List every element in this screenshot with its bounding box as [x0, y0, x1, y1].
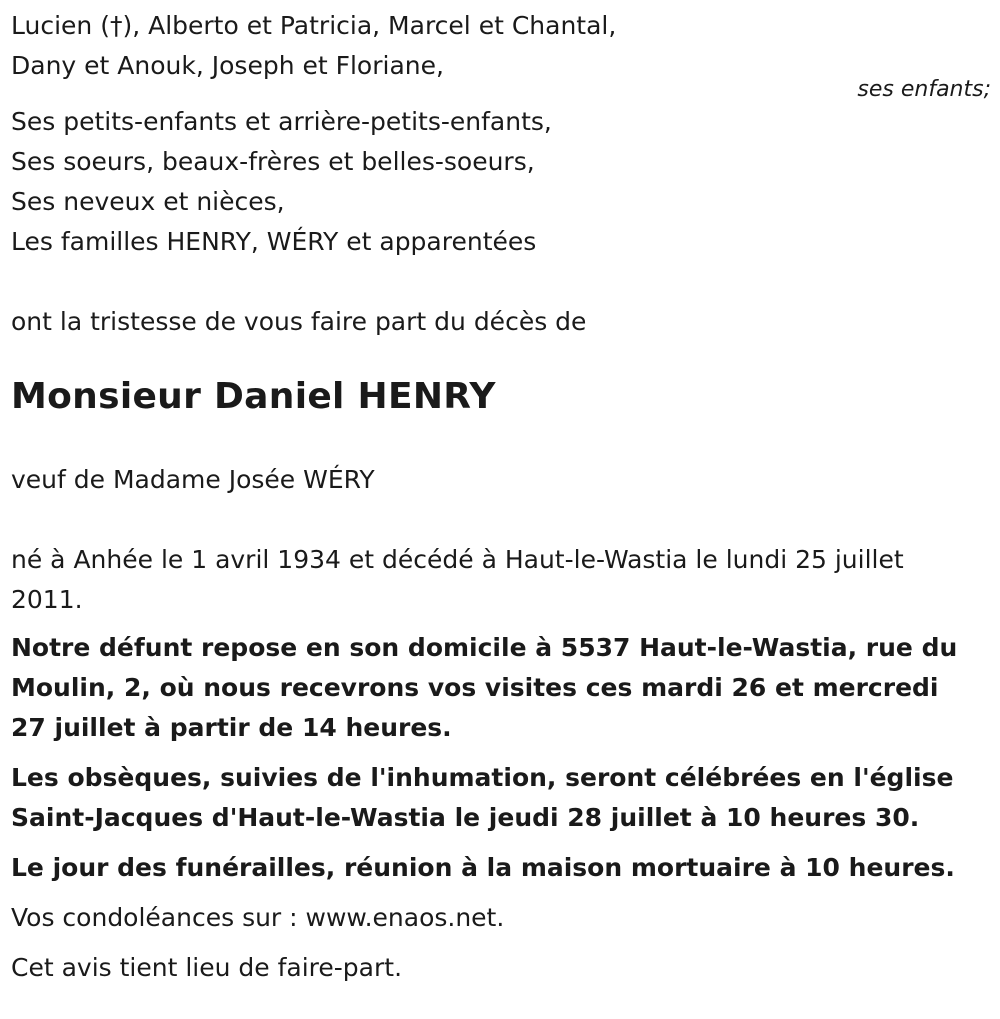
birth-death-text: né à Anhée le 1 avril 1934 et décédé à Haut-le-Wastia le lundi 25 juillet 2011.: [11, 545, 904, 614]
condolences-text: Vos condoléances sur : www.enaos.net.: [11, 903, 505, 932]
relatives-line-1: Ses petits-enfants et arrière-petits-enfants,: [11, 107, 552, 136]
notice-text: Cet avis tient lieu de faire-part.: [11, 953, 403, 982]
spacer: [11, 262, 991, 302]
relatives-line-4: Les familles HENRY, WÉRY et apparentées: [11, 227, 537, 256]
relatives-line-2: Ses soeurs, beaux-frères et belles-soeurs,: [11, 147, 535, 176]
spacer: [11, 620, 991, 628]
spacer: [11, 888, 991, 898]
children-block: [11, 6, 991, 102]
spacer: [11, 86, 991, 94]
spacer: [11, 422, 991, 460]
gathering-text: Le jour des funérailles, réunion à la maison mortuaire à 10 heures.: [11, 853, 955, 882]
children-role: ses enfants;: [857, 77, 991, 102]
spacer: [11, 94, 991, 102]
obituary-notice: [11, 6, 991, 988]
deceased-name: Monsieur Daniel HENRY: [11, 376, 496, 417]
spacer: [11, 748, 991, 758]
announcement-text: ont la tristesse de vous faire part du décès de: [11, 307, 587, 336]
children-line-2: Dany et Anouk, Joseph et Floriane,: [11, 51, 444, 80]
relatives-block: [11, 102, 991, 262]
relatives-line-3: Ses neveux et nièces,: [11, 187, 285, 216]
funeral-text: Les obsèques, suivies de l'inhumation, seront célébrées en l'église Saint-Jacques d'Haut-le-Wastia le jeudi 28 juillet à 10 heures 30.: [11, 763, 954, 832]
visitation-text: Notre défunt repose en son domicile à 5537 Haut-le-Wastia, rue du Moulin, 2, où nous recevrons vos visites ces mardi 26 et mercredi 27 juillet à partir de 14 heures.: [11, 633, 958, 742]
children-line-1: Lucien (†), Alberto et Patricia, Marcel et Chantal,: [11, 11, 617, 40]
spacer: [11, 342, 991, 372]
spacer: [11, 838, 991, 848]
spouse-text: veuf de Madame Josée WÉRY: [11, 465, 375, 494]
spacer: [11, 938, 991, 948]
spacer: [11, 500, 991, 540]
